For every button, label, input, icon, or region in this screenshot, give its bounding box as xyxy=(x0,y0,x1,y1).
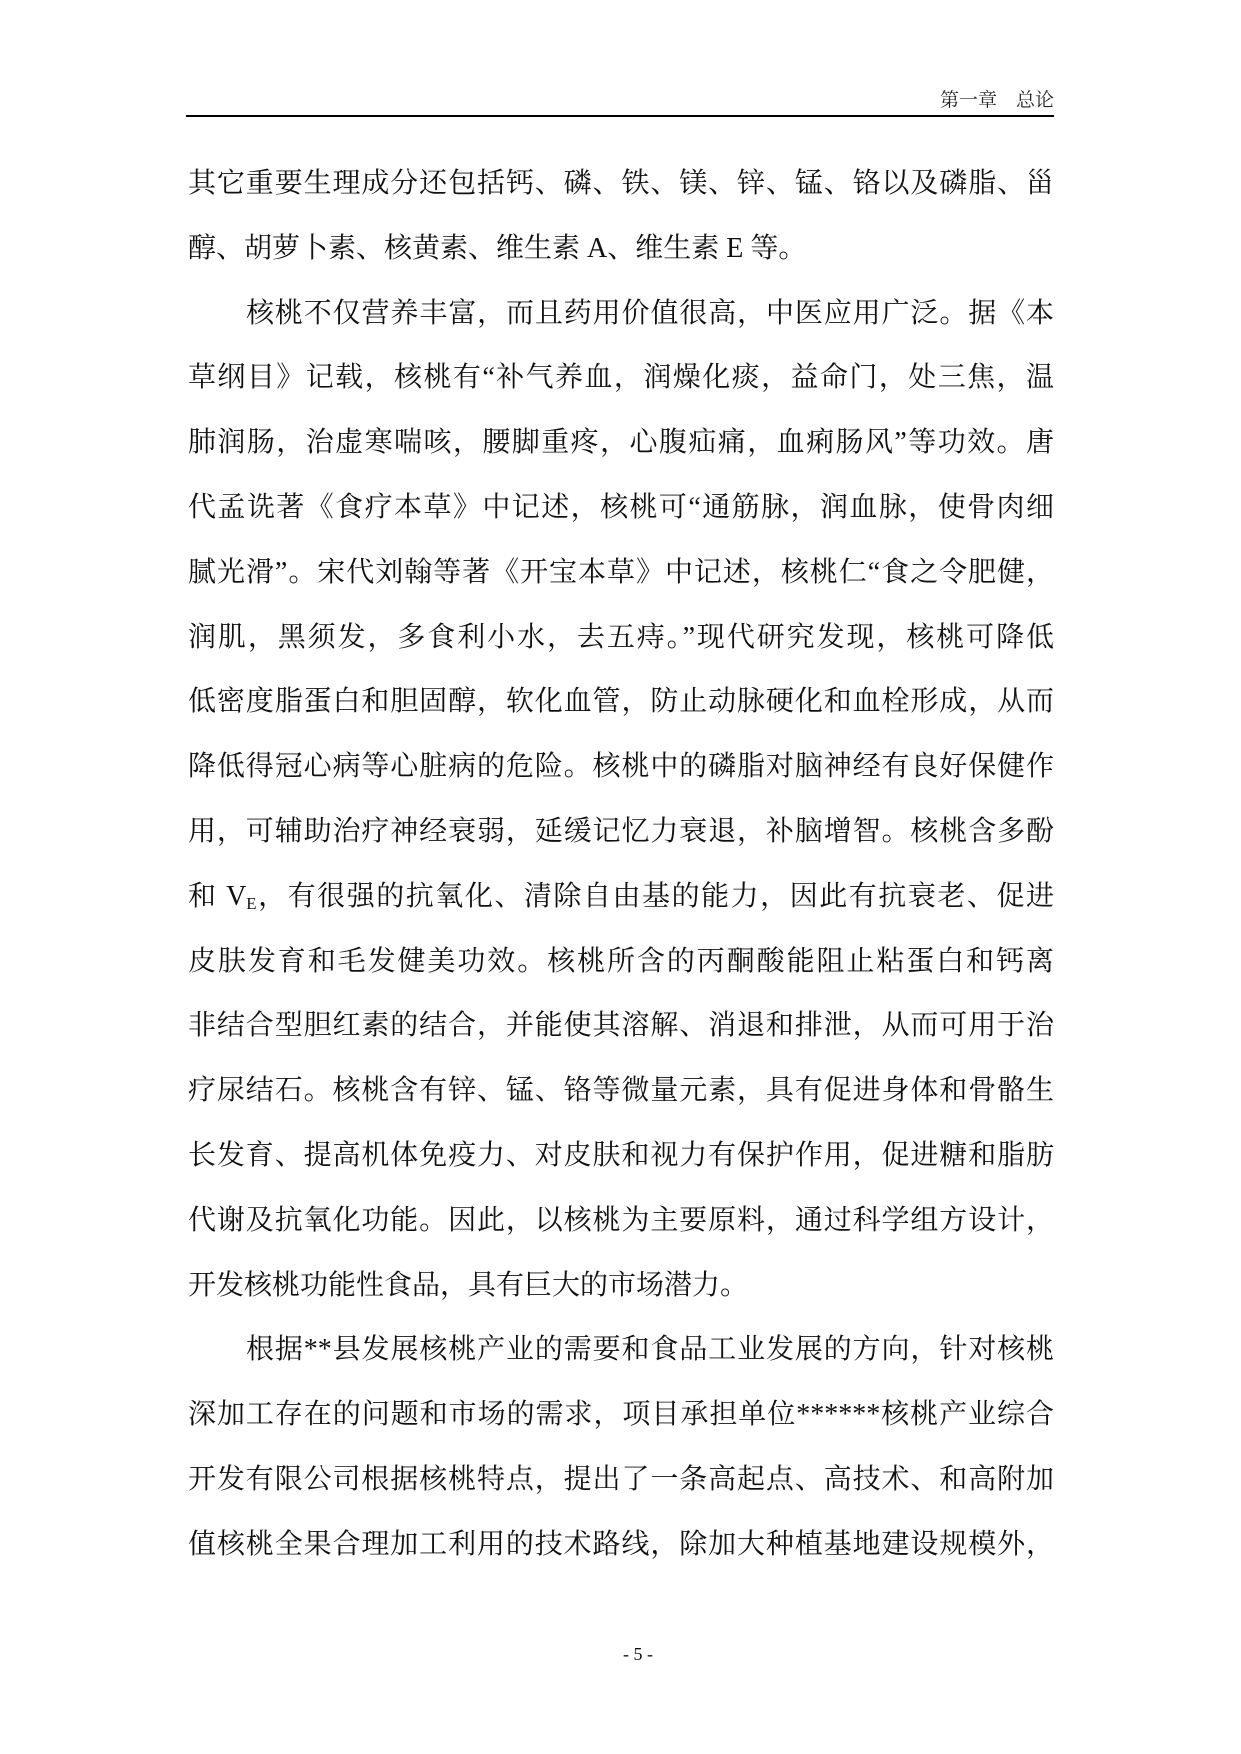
text-line: 用，可辅助治疗神经衰弱，延缓记忆力衰退，补脑增智。核桃含多酚 xyxy=(188,815,1054,847)
subscript-text: E xyxy=(246,893,257,913)
text-line: 深加工存在的问题和市场的需求，项目承担单位******核桃产业综合 xyxy=(188,1399,1054,1431)
text-line: 疗尿结石。核桃含有锌、锰、铬等微量元素，具有促进身体和骨骼生 xyxy=(188,1075,1054,1107)
text-line: 开发核桃功能性食品，具有巨大的市场潜力。 xyxy=(188,1269,749,1301)
text-segment: ，有很强的抗氧化、清除自由基的能力，因此有抗衰老、促进 xyxy=(256,880,1054,912)
text-line: 值核桃全果合理加工利用的技术路线，除加大种植基地建设规模外， xyxy=(188,1528,1054,1560)
text-line: 肺润肠，治虚寒喘咳，腰脚重疼，心腹疝痛，血痢肠风”等功效。唐 xyxy=(188,427,1054,459)
text-line: 核桃不仅营养丰富，而且药用价值很高，中医应用广泛。据《本 xyxy=(246,297,1054,329)
text-line: 非结合型胆红素的结合，并能使其溶解、消退和排泄，从而可用于治 xyxy=(188,1010,1054,1042)
paragraph xyxy=(188,1318,1054,1577)
text-line: 代谢及抗氧化功能。因此，以核桃为主要原料，通过科学组方设计， xyxy=(188,1204,1054,1236)
text-line: 低密度脂蛋白和胆固醇，软化血管，防止动脉硬化和血栓形成，从而 xyxy=(188,686,1054,718)
body-text xyxy=(188,152,1054,1578)
text-line xyxy=(188,865,1054,930)
text-line: 腻光滑”。宋代刘翰等著《开宝本草》中记述，核桃仁“食之令肥健， xyxy=(188,556,1054,588)
text-segment: 和 V xyxy=(188,880,247,912)
text-line: 润肌，黑须发，多食利小水，去五痔。”现代研究发现，核桃可降低 xyxy=(188,621,1054,653)
page-number: - 5 - xyxy=(623,1644,653,1664)
text-line: 醇、胡萝卜素、核黄素、维生素 A、维生素 E 等。 xyxy=(188,232,807,264)
paragraph xyxy=(188,282,1054,1319)
running-header-chapter-title: 第一章 总论 xyxy=(939,90,1054,111)
text-line: 草纲目》记载，核桃有“补气养血，润燥化痰，益命门，处三焦，温 xyxy=(188,362,1054,394)
text-line: 代孟诜著《食疗本草》中记述，核桃可“通筋脉，润血脉，使骨肉细 xyxy=(188,491,1054,523)
text-line: 降低得冠心病等心脏病的危险。核桃中的磷脂对脑神经有良好保健作 xyxy=(188,751,1054,783)
text-line: 开发有限公司根据核桃特点，提出了一条高起点、高技术、和高附加 xyxy=(188,1463,1054,1495)
text-line: 长发育、提高机体免疫力、对皮肤和视力有保护作用，促进糖和脂肪 xyxy=(188,1139,1054,1171)
header-rule xyxy=(186,115,1054,117)
text-line: 皮肤发育和毛发健美功效。核桃所含的丙酮酸能阻止粘蛋白和钙离 xyxy=(188,945,1054,977)
paragraph xyxy=(188,152,1054,282)
text-line: 其它重要生理成分还包括钙、磷、铁、镁、锌、锰、铬以及磷脂、甾 xyxy=(188,168,1054,199)
text-line: 根据**县发展核桃产业的需要和食品工业发展的方向，针对核桃 xyxy=(246,1334,1054,1366)
